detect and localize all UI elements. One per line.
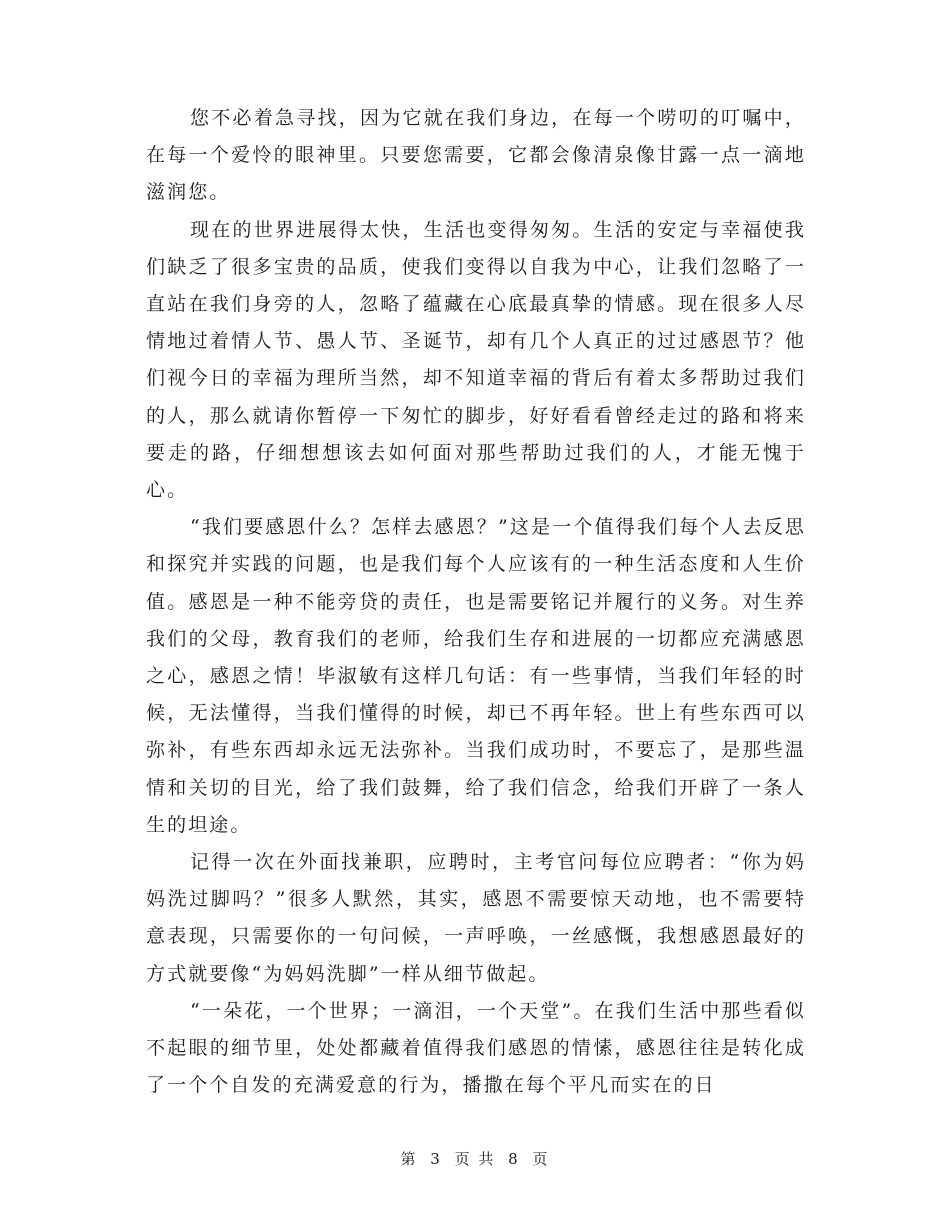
footer-suffix: 页 <box>532 1150 550 1168</box>
page-footer <box>0 1148 950 1169</box>
document-body <box>146 100 806 1104</box>
paragraph-1: 您不必着急寻找，因为它就在我们身边，在每一个唠叨的叮嘱中，在每一个爱怜的眼神里。只要您需要，它都会像清泉像甘露一点一滴地滋润您。 <box>146 107 806 204</box>
footer-total-pages: 8 <box>508 1150 520 1168</box>
footer-middle: 页 共 <box>454 1150 496 1168</box>
paragraph-4: 记得一次在外面找兼职，应聘时，主考官问每位应聘者：“你为妈妈洗过脚吗？”很多人默然，其实，感恩不需要惊天动地，也不需要特意表现，只需要你的一句问候，一声呼唤，一丝感慨，我想感恩最好的方式就要像“为妈妈洗脚”一样从细节做起。 <box>146 851 806 985</box>
paragraph-5: “一朵花，一个世界；一滴泪，一个天堂”。在我们生活中那些看似不起眼的细节里，处处都藏着值得我们感恩的情愫，感恩往往是转化成了一个个自发的充满爱意的行为，播撒在每个平凡而实在的日 <box>146 999 806 1097</box>
paragraph-2: 现在的世界进展得太快，生活也变得匆匆。生活的安定与幸福使我们缺乏了很多宝贵的品质，使我们变得以自我为中心，让我们忽略了一直站在我们身旁的人，忽略了蕴藏在心底最真挚的情感。现在很多人尽情地过着情人节、愚人节、圣诞节，却有几个人真正的过过感恩节？他们视今日的幸福为理所当然，却不知道幸福的背后有着太多帮助过我们的人，那么就请你暂停一下匆忙的脚步，好好看看曾经走过的路和将来要走的路，仔细想想该去如何面对那些帮助过我们的人，才能无愧于心。 <box>146 218 806 502</box>
paragraph-3: “我们要感恩什么？怎样去感恩？”这是一个值得我们每个人去反思和探究并实践的问题，也是我们每个人应该有的一种生活态度和人生价值。感恩是一种不能旁贷的责任，也是需要铭记并履行的义务。对生养我们的父母，教育我们的老师，给我们生存和进展的一切都应充满感恩之心，感恩之情！毕淑敏有这样几句话：有一些事情，当我们年轻的时候，无法懂得，当我们懂得的时候，却已不再年轻。世上有些东西可以弥补，有些东西却永远无法弥补。当我们成功时，不要忘了，是那些温情和关切的目光，给了我们鼓舞，给了我们信念，给我们开辟了一条人生的坦途。 <box>146 516 806 836</box>
footer-page-number: 3 <box>430 1150 442 1168</box>
footer-prefix: 第 <box>400 1150 418 1168</box>
